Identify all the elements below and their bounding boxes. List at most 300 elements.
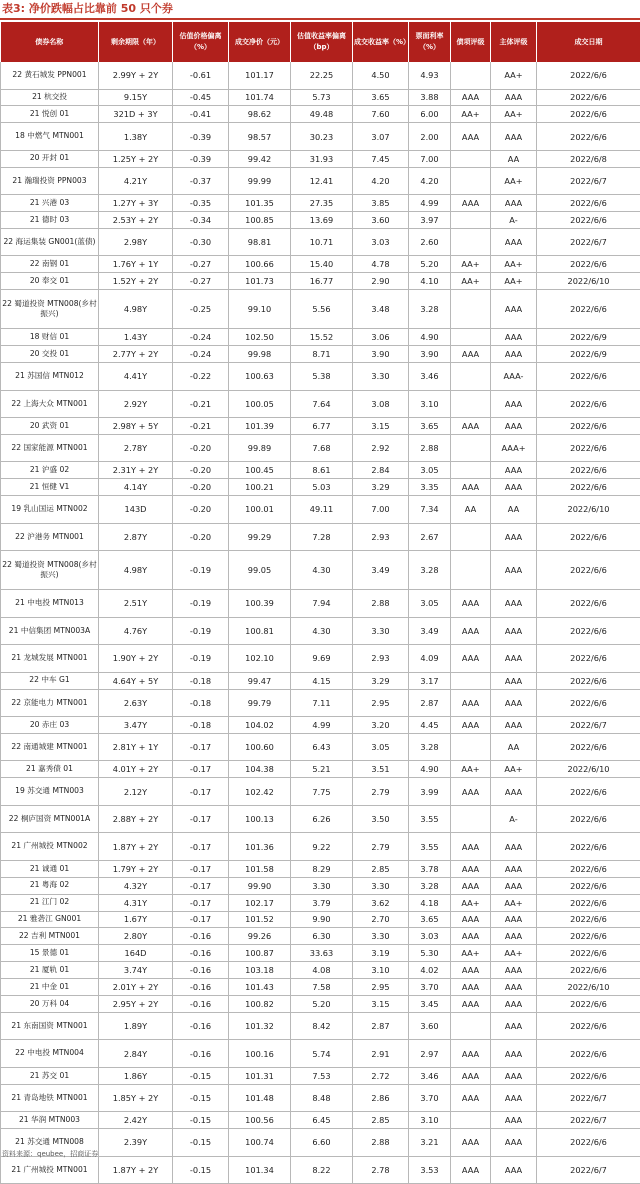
table-cell: -0.17 [173, 877, 229, 894]
bond-name-cell: 21 苏国信 MTN012 [1, 363, 99, 391]
table-cell: 2.84 [353, 462, 409, 479]
table-cell: 2022/6/7 [537, 228, 640, 256]
table-cell: 3.51 [353, 761, 409, 778]
table-cell: 3.60 [353, 212, 409, 229]
table-cell: -0.15 [173, 1112, 229, 1129]
table-cell: -0.16 [173, 1040, 229, 1068]
table-cell: AAA [491, 689, 537, 717]
table-cell: 2022/6/10 [537, 979, 640, 996]
table-cell: 2.85 [353, 1112, 409, 1129]
bond-name-cell: 21 江门 02 [1, 894, 99, 911]
table-cell: 2.93 [353, 645, 409, 673]
table-cell: 7.28 [291, 523, 353, 551]
table-cell: 7.00 [409, 150, 451, 167]
table-cell: 7.11 [291, 689, 353, 717]
table-cell: 3.65 [409, 418, 451, 435]
table-row [1, 479, 640, 496]
bond-name-cell: 22 桐庐国资 MTN001A [1, 805, 99, 833]
table-cell: 143D [99, 496, 173, 524]
table-cell: 3.55 [409, 833, 451, 861]
table-cell: 7.53 [291, 1067, 353, 1084]
table-cell: 2022/6/6 [537, 860, 640, 877]
table-cell: 3.90 [409, 346, 451, 363]
table-cell: AAA [491, 551, 537, 590]
bond-name-cell: 19 苏交通 MTN003 [1, 778, 99, 806]
table-cell: 2022/6/6 [537, 62, 640, 89]
table-row [1, 523, 640, 551]
table-cell: 2022/6/6 [537, 894, 640, 911]
table-cell: AAA [491, 228, 537, 256]
table-cell: 4.98Y [99, 551, 173, 590]
table-row [1, 911, 640, 928]
table-cell: 15.40 [291, 256, 353, 273]
table-cell: A- [491, 805, 537, 833]
table-row [1, 434, 640, 462]
table-cell: 103.18 [229, 962, 291, 979]
table-cell: AAA [491, 928, 537, 945]
table-cell: 7.60 [353, 106, 409, 123]
table-cell: 2.98Y + 5Y [99, 418, 173, 435]
table-cell: 2.00 [409, 123, 451, 151]
bond-name-cell: 22 蜀道投资 MTN008(乡村振兴) [1, 290, 99, 329]
table-cell: AAA [451, 778, 491, 806]
table-cell: 4.09 [409, 645, 451, 673]
table-cell: 5.56 [291, 290, 353, 329]
table-cell [451, 551, 491, 590]
table-cell: -0.19 [173, 590, 229, 618]
bond-name-cell: 22 中车 G1 [1, 672, 99, 689]
table-row [1, 390, 640, 418]
bond-name-cell: 22 南钢 01 [1, 256, 99, 273]
table-cell: -0.24 [173, 329, 229, 346]
table-cell: 1.25Y + 2Y [99, 150, 173, 167]
table-cell: 3.65 [409, 911, 451, 928]
table-cell [451, 62, 491, 89]
table-cell: 2.42Y [99, 1112, 173, 1129]
table-cell: AA [491, 496, 537, 524]
table-row [1, 1156, 640, 1184]
table-cell: 3.29 [353, 479, 409, 496]
table-cell: 100.66 [229, 256, 291, 273]
bond-name-cell: 20 奉交 01 [1, 273, 99, 290]
table-cell: 2022/6/7 [537, 167, 640, 195]
column-header: 成交净价（元） [229, 22, 291, 62]
table-cell: 5.21 [291, 761, 353, 778]
table-cell: -0.20 [173, 479, 229, 496]
table-cell: 2022/6/6 [537, 551, 640, 590]
table-cell: 102.10 [229, 645, 291, 673]
table-cell: 99.26 [229, 928, 291, 945]
table-cell: 7.45 [353, 150, 409, 167]
table-cell: 2.88 [353, 1129, 409, 1157]
table-cell: 10.71 [291, 228, 353, 256]
table-cell: 3.21 [409, 1129, 451, 1157]
table-cell: 100.74 [229, 1129, 291, 1157]
table-cell: 4.20 [353, 167, 409, 195]
table-cell: 2022/6/10 [537, 496, 640, 524]
table-cell: 3.30 [353, 877, 409, 894]
table-cell: AAA [491, 1129, 537, 1157]
bond-name-cell: 22 京能电力 MTN001 [1, 689, 99, 717]
table-cell: 5.38 [291, 363, 353, 391]
table-cell: 2.87Y [99, 523, 173, 551]
table-cell: 3.70 [409, 979, 451, 996]
table-cell: 5.74 [291, 1040, 353, 1068]
table-cell: 4.08 [291, 962, 353, 979]
table-cell: 2022/6/7 [537, 1112, 640, 1129]
table-cell: 6.26 [291, 805, 353, 833]
table-cell: 2022/6/6 [537, 390, 640, 418]
table-row [1, 329, 640, 346]
bond-name-cell: 21 东南国资 MTN001 [1, 1012, 99, 1040]
bond-name-cell: 21 苏交 01 [1, 1067, 99, 1084]
table-cell: 8.61 [291, 462, 353, 479]
table-cell: 49.48 [291, 106, 353, 123]
bond-name-cell: 18 中燃气 MTN001 [1, 123, 99, 151]
bond-name-cell: 21 苏交通 MTN008 [1, 1129, 99, 1157]
bond-name-cell: 22 国家能源 MTN001 [1, 434, 99, 462]
table-cell: 2022/6/6 [537, 106, 640, 123]
table-cell: AA+ [491, 256, 537, 273]
table-cell: 4.76Y [99, 617, 173, 645]
table-cell: AAA [451, 979, 491, 996]
table-cell: 101.74 [229, 89, 291, 106]
table-cell: 100.60 [229, 733, 291, 761]
table-cell: 8.29 [291, 860, 353, 877]
table-cell: 2.95 [353, 979, 409, 996]
bond-name-cell: 21 德时 03 [1, 212, 99, 229]
table-cell: 4.90 [409, 761, 451, 778]
table-cell: AAA [451, 418, 491, 435]
table-cell: 100.63 [229, 363, 291, 391]
table-cell: AA+ [451, 273, 491, 290]
table-cell: -0.16 [173, 962, 229, 979]
table-cell: 6.77 [291, 418, 353, 435]
table-cell [451, 167, 491, 195]
table-cell: 2022/6/6 [537, 256, 640, 273]
table-row [1, 733, 640, 761]
table-cell: 2.91 [353, 1040, 409, 1068]
table-cell: AAA [451, 717, 491, 734]
table-cell: 5.73 [291, 89, 353, 106]
table-cell: 2022/6/6 [537, 645, 640, 673]
table-cell: 2022/6/6 [537, 962, 640, 979]
table-cell: 100.39 [229, 590, 291, 618]
table-cell: -0.37 [173, 167, 229, 195]
table-cell: 2022/6/6 [537, 434, 640, 462]
bond-name-cell: 21 中金 01 [1, 979, 99, 996]
bond-name-cell: 21 雅砻江 GN001 [1, 911, 99, 928]
table-cell: 2.80Y [99, 928, 173, 945]
table-row [1, 496, 640, 524]
table-cell: 2022/6/6 [537, 945, 640, 962]
table-cell: 99.79 [229, 689, 291, 717]
table-cell: 49.11 [291, 496, 353, 524]
table-cell: AA+ [451, 256, 491, 273]
table-cell: 2.39Y [99, 1129, 173, 1157]
table-cell: 2022/6/6 [537, 911, 640, 928]
table-cell: 2.81Y + 1Y [99, 733, 173, 761]
table-cell: 102.17 [229, 894, 291, 911]
bond-name-cell: 21 嘉秀债 01 [1, 761, 99, 778]
table-cell [451, 329, 491, 346]
bond-name-cell: 20 万科 04 [1, 995, 99, 1012]
table-cell: 4.41Y [99, 363, 173, 391]
table-cell: AAA [491, 329, 537, 346]
table-cell: 1.27Y + 3Y [99, 195, 173, 212]
table-cell: 3.17 [409, 672, 451, 689]
bond-name-cell: 22 沪港务 MTN001 [1, 523, 99, 551]
table-cell: AA+ [451, 761, 491, 778]
table-cell: AAA [491, 1040, 537, 1068]
column-header: 债项评级 [451, 22, 491, 62]
table-cell: 99.98 [229, 346, 291, 363]
table-cell: AAA [451, 1040, 491, 1068]
table-cell [451, 1012, 491, 1040]
table-cell: -0.34 [173, 212, 229, 229]
table-cell: 3.28 [409, 551, 451, 590]
table-cell: AA+ [451, 106, 491, 123]
table-cell: 16.77 [291, 273, 353, 290]
bond-name-cell: 21 诚通 01 [1, 860, 99, 877]
table-cell: AAA [491, 346, 537, 363]
table-cell: 2.31Y + 2Y [99, 462, 173, 479]
column-header: 债券名称 [1, 22, 99, 62]
table-cell: 9.15Y [99, 89, 173, 106]
table-cell: 3.47Y [99, 717, 173, 734]
table-cell: 33.63 [291, 945, 353, 962]
table-cell: -0.17 [173, 833, 229, 861]
table-cell: 2.87 [353, 1012, 409, 1040]
table-cell [451, 363, 491, 391]
table-cell: 2.90 [353, 273, 409, 290]
table-cell: 2022/6/6 [537, 1012, 640, 1040]
table-row [1, 1040, 640, 1068]
table-cell: 3.49 [409, 617, 451, 645]
table-cell: 2022/6/6 [537, 523, 640, 551]
table-row [1, 805, 640, 833]
table-cell: 100.05 [229, 390, 291, 418]
table-cell: AAA [451, 877, 491, 894]
table-cell: 100.45 [229, 462, 291, 479]
table-cell: 101.58 [229, 860, 291, 877]
table-cell: 3.19 [353, 945, 409, 962]
table-cell: AAA [491, 717, 537, 734]
table-row [1, 150, 640, 167]
bond-name-cell: 20 武资 01 [1, 418, 99, 435]
table-cell: -0.16 [173, 995, 229, 1012]
table-cell: AAA [451, 928, 491, 945]
table-row [1, 1012, 640, 1040]
table-cell: 2022/6/6 [537, 462, 640, 479]
table-cell: 1.79Y + 2Y [99, 860, 173, 877]
table-cell: 27.35 [291, 195, 353, 212]
table-cell: -0.20 [173, 434, 229, 462]
bond-name-cell: 21 粤海 02 [1, 877, 99, 894]
table-row [1, 106, 640, 123]
table-cell: 22.25 [291, 62, 353, 89]
table-cell: -0.16 [173, 1012, 229, 1040]
table-row [1, 62, 640, 89]
bond-name-cell: 22 上海大众 MTN001 [1, 390, 99, 418]
table-cell: 3.28 [409, 877, 451, 894]
table-body [1, 62, 640, 1184]
table-cell: 2.51Y [99, 590, 173, 618]
table-cell: AAA [451, 590, 491, 618]
table-row [1, 195, 640, 212]
table-cell: AAA [491, 617, 537, 645]
table-row [1, 761, 640, 778]
bond-name-cell: 22 中电投 MTN004 [1, 1040, 99, 1068]
table-cell: -0.24 [173, 346, 229, 363]
table-cell: 5.30 [409, 945, 451, 962]
table-cell: 2.78Y [99, 434, 173, 462]
bond-name-cell: 21 瀚瑞投资 PPN003 [1, 167, 99, 195]
table-cell: -0.17 [173, 894, 229, 911]
table-cell: -0.19 [173, 617, 229, 645]
table-cell: 13.69 [291, 212, 353, 229]
table-cell: 12.41 [291, 167, 353, 195]
table-cell: AAA [491, 590, 537, 618]
table-cell: -0.61 [173, 62, 229, 89]
table-cell: -0.30 [173, 228, 229, 256]
table-cell: 9.22 [291, 833, 353, 861]
table-cell: AAA [451, 479, 491, 496]
table-cell: -0.18 [173, 672, 229, 689]
table-cell: 9.90 [291, 911, 353, 928]
bond-name-cell: 21 厦轨 01 [1, 962, 99, 979]
table-row [1, 462, 640, 479]
table-cell: 2.97 [409, 1040, 451, 1068]
table-cell: AAA [451, 1156, 491, 1184]
table-cell: 3.46 [409, 1067, 451, 1084]
table-cell: 98.62 [229, 106, 291, 123]
table-cell: 7.68 [291, 434, 353, 462]
table-cell: 1.67Y [99, 911, 173, 928]
table-cell: -0.17 [173, 761, 229, 778]
table-cell: AAA [451, 617, 491, 645]
table-cell: 2022/6/6 [537, 89, 640, 106]
table-cell: 99.29 [229, 523, 291, 551]
bond-name-cell: 21 兴港 03 [1, 195, 99, 212]
table-cell: 3.30 [353, 617, 409, 645]
bond-name-cell: 21 沪盛 02 [1, 462, 99, 479]
table-cell: 100.16 [229, 1040, 291, 1068]
table-row [1, 877, 640, 894]
bond-name-cell: 20 开封 01 [1, 150, 99, 167]
table-cell: 99.90 [229, 877, 291, 894]
table-cell: 2.85 [353, 860, 409, 877]
table-cell: 3.79 [291, 894, 353, 911]
column-header: 成交收益率（%） [353, 22, 409, 62]
table-cell: 3.90 [353, 346, 409, 363]
table-cell: AAA [451, 89, 491, 106]
column-header: 估值收益率偏离（bp） [291, 22, 353, 62]
table-cell: -0.20 [173, 462, 229, 479]
table-cell: 1.43Y [99, 329, 173, 346]
table-cell: AAA [491, 833, 537, 861]
table-row [1, 995, 640, 1012]
table-cell: 2022/6/9 [537, 346, 640, 363]
table-cell: 2.77Y + 2Y [99, 346, 173, 363]
table-cell: 2022/6/6 [537, 479, 640, 496]
bond-name-cell: 21 恒健 V1 [1, 479, 99, 496]
table-cell: 15.52 [291, 329, 353, 346]
table-row [1, 894, 640, 911]
table-cell: 100.81 [229, 617, 291, 645]
table-cell: -0.16 [173, 945, 229, 962]
table-cell: -0.22 [173, 363, 229, 391]
table-cell: 4.99 [291, 717, 353, 734]
table-row [1, 962, 640, 979]
table-cell: 101.17 [229, 62, 291, 89]
table-cell: AAA [491, 418, 537, 435]
table-cell: 3.03 [353, 228, 409, 256]
table-cell [451, 434, 491, 462]
table-cell: AAA [491, 672, 537, 689]
table-cell: 99.89 [229, 434, 291, 462]
table-row [1, 551, 640, 590]
table-caption: 表3: 净价跌幅占比靠前 50 只个券 [0, 0, 640, 18]
table-cell: -0.17 [173, 733, 229, 761]
bond-name-cell: 21 华润 MTN003 [1, 1112, 99, 1129]
table-cell: AAA [491, 290, 537, 329]
table-cell: 3.05 [409, 590, 451, 618]
table-cell: 100.01 [229, 496, 291, 524]
table-cell: 7.75 [291, 778, 353, 806]
table-cell: 3.46 [409, 363, 451, 391]
table-cell: 6.43 [291, 733, 353, 761]
table-cell: 100.21 [229, 479, 291, 496]
table-cell [451, 1112, 491, 1129]
table-cell: 2022/6/6 [537, 617, 640, 645]
table-cell [451, 390, 491, 418]
table-cell: -0.21 [173, 390, 229, 418]
table-cell: AAA [491, 195, 537, 212]
table-cell: 2022/6/6 [537, 733, 640, 761]
table-cell: 99.10 [229, 290, 291, 329]
table-cell: 2.92 [353, 434, 409, 462]
table-cell [451, 212, 491, 229]
table-cell: 2022/6/6 [537, 418, 640, 435]
table-cell: -0.17 [173, 860, 229, 877]
table-cell: 101.52 [229, 911, 291, 928]
table-cell: 2.78 [353, 1156, 409, 1184]
table-cell: 3.30 [353, 363, 409, 391]
table-cell: AAA [451, 123, 491, 151]
table-cell: 101.31 [229, 1067, 291, 1084]
table-cell: 99.05 [229, 551, 291, 590]
table-cell: AAA [491, 1012, 537, 1040]
table-row [1, 273, 640, 290]
table-cell: 2.88 [353, 590, 409, 618]
table-cell: 99.47 [229, 672, 291, 689]
table-cell: AAA+ [491, 434, 537, 462]
table-cell: 3.99 [409, 778, 451, 806]
table-cell [451, 290, 491, 329]
table-cell: 3.60 [409, 1012, 451, 1040]
table-cell: 1.87Y + 2Y [99, 833, 173, 861]
table-cell: 101.36 [229, 833, 291, 861]
bond-name-cell: 22 蜀道投资 MTN008(乡村振兴) [1, 551, 99, 590]
table-cell: 4.78 [353, 256, 409, 273]
table-cell: 4.50 [353, 62, 409, 89]
table-cell: -0.15 [173, 1156, 229, 1184]
table-row [1, 590, 640, 618]
bond-name-cell: 21 青岛地铁 MTN001 [1, 1084, 99, 1112]
table-cell: AAA [451, 195, 491, 212]
table-cell: 3.85 [353, 195, 409, 212]
